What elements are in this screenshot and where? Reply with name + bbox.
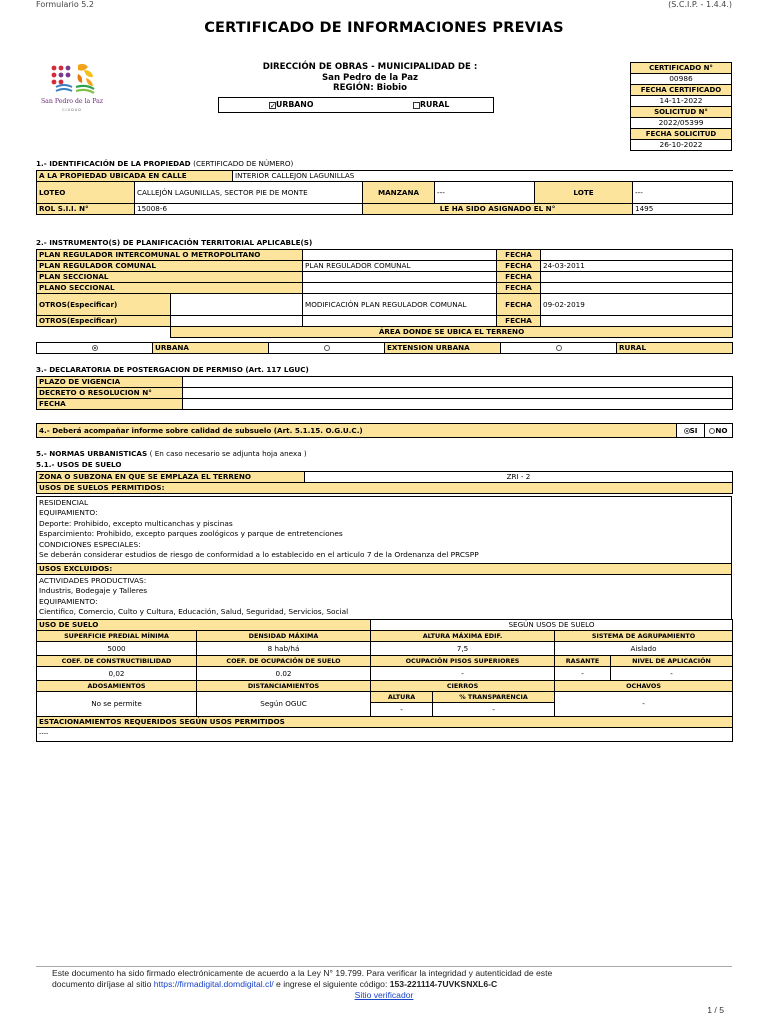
uso-label: USO DE SUELO <box>37 620 371 631</box>
instrument-value <box>303 272 497 283</box>
altura-header: ALTURA MÁXIMA EDIF. <box>371 631 555 642</box>
permitido-line: Deporte: Prohibido, excepto multicanchas y piscinas <box>39 518 233 528</box>
fecha-label: FECHA <box>497 261 541 272</box>
radio-icon <box>709 428 715 434</box>
otros-spec <box>171 294 303 316</box>
loteo-label: LOTEO <box>37 182 135 204</box>
instrument-date: 24-03-2011 <box>541 261 733 272</box>
instrument-value <box>303 283 497 294</box>
postergacion-table <box>36 376 733 410</box>
fecha-solicitud: 26-10-2022 <box>631 140 732 151</box>
rural-label: RURAL <box>617 343 733 354</box>
manzana-value: --- <box>435 182 535 204</box>
urbana-label: URBANA <box>153 343 269 354</box>
rural-option[interactable]: RURAL <box>413 100 449 109</box>
rol-label: ROL S.I.I. N° <box>37 204 135 215</box>
cierros-transp-value: - <box>433 703 555 717</box>
asignado-value: 1495 <box>633 204 733 215</box>
ados-header: ADOSAMIENTOS <box>37 681 197 692</box>
section-5-1-title: 5.1.- USOS DE SUELO <box>36 460 122 469</box>
asignado-label: LE HA SIDO ASIGNADO EL N° <box>363 204 633 215</box>
extension-radio[interactable] <box>269 343 385 354</box>
fecha-value <box>183 399 733 410</box>
excluido-line: ACTIVIDADES PRODUCTIVAS: <box>39 576 147 585</box>
urbana-radio[interactable] <box>37 343 153 354</box>
permitido-line: RESIDENCIAL <box>39 498 89 507</box>
sup-header: SUPERFICIE PREDIAL MÍNIMA <box>37 631 197 642</box>
si-option[interactable]: SI <box>677 424 705 438</box>
radio-icon <box>556 345 562 351</box>
instrument-value <box>303 250 497 261</box>
rasante-value: - <box>555 667 611 681</box>
ocup-value: 0.02 <box>197 667 371 681</box>
solicitud-label: SOLICITUD N° <box>631 107 732 118</box>
permitido-line: Esparcimiento: Prohibido, excepto parques zoológicos y parque de entretenciones <box>39 529 343 539</box>
solicitud-number: 2022/05399 <box>631 118 732 129</box>
rural-radio[interactable] <box>501 343 617 354</box>
norms-table <box>36 619 733 742</box>
sistema-header: SISTEMA DE AGRUPAMIENTO <box>555 631 733 642</box>
decreto-value <box>183 388 733 399</box>
plazo-value <box>183 377 733 388</box>
extension-label: EXTENSION URBANA <box>385 343 501 354</box>
dens-value: 8 hab/há <box>197 642 371 656</box>
urbano-option[interactable]: ✓URBANO <box>270 100 314 110</box>
radio-selected-icon <box>684 428 690 434</box>
certificado-number: 00986 <box>631 74 732 85</box>
otros-label: OTROS(Especificar) <box>37 316 171 327</box>
excluidos-list <box>36 574 732 620</box>
zona-value: ZRI - 2 <box>305 472 733 483</box>
fecha-label: FECHA <box>497 283 541 294</box>
uso-value: SEGÚN USOS DE SUELO <box>371 620 733 631</box>
fecha-label: FECHA <box>497 272 541 283</box>
municipality-block <box>200 62 540 94</box>
page-title: CERTIFICADO DE INFORMACIONES PREVIAS <box>204 20 564 36</box>
logo-subtext: CIUDAD <box>62 108 82 112</box>
checked-icon: ✓ <box>270 101 276 110</box>
fecha-label: FECHA <box>497 250 541 261</box>
property-identification-table <box>36 170 733 215</box>
altura-value: 7,5 <box>371 642 555 656</box>
zone-selector <box>218 97 494 113</box>
otros-value <box>303 316 497 327</box>
form-label: Formulario 5.2 <box>36 0 95 9</box>
instrument-label: PLAN SECCIONAL <box>37 272 303 283</box>
cierros-altura-header: ALTURA <box>371 692 433 703</box>
footer-divider <box>36 966 732 967</box>
page-number: 1 / 5 <box>707 1005 724 1015</box>
estac-value: ---- <box>37 728 733 742</box>
zona-label: ZONA O SUBZONA EN QUE SE EMPLAZA EL TERRENO <box>37 472 305 483</box>
ochavos-value: - <box>555 692 733 717</box>
dens-header: DENSIDAD MÁXIMA <box>197 631 371 642</box>
permitido-line: Se deberán considerar estudios de riesgo de conformidad a lo establecido en el articulo 7 de la Ordenanza del PRCSPP <box>39 550 479 560</box>
verification-code: 153-221114-7UVKSNXL6-C <box>389 979 498 989</box>
const-header: COEF. DE CONSTRUCTIBILIDAD <box>37 656 197 667</box>
otros-label: OTROS(Especificar) <box>37 294 171 316</box>
rasante-header: RASANTE <box>555 656 611 667</box>
dist-value: Según OGUC <box>197 692 371 717</box>
instrument-label: PLANO SECCIONAL <box>37 283 303 294</box>
instrument-value: PLAN REGULADOR COMUNAL <box>303 261 497 272</box>
unchecked-icon <box>413 102 420 109</box>
footer-line1: Este documento ha sido firmado electrónicamente de acuerdo a la Ley N° 19.799. Para verificar la integridad y autenticidad de este <box>52 968 553 978</box>
no-option[interactable]: NO <box>705 424 733 438</box>
municipality-line1: DIRECCIÓN DE OBRAS - MUNICIPALIDAD DE : <box>262 62 478 72</box>
decreto-label: DECRETO O RESOLUCION N° <box>37 388 183 399</box>
radio-icon <box>324 345 330 351</box>
otros-value: MODIFICACIÓN PLAN REGULADOR COMUNAL <box>303 294 497 316</box>
footer-line2: documento diríjase al sitio https://firmadigital.domdigital.cl/ e ingrese el siguiente código: 153-221114-7UVKSNXL6-C <box>52 979 498 989</box>
sup-value: 5000 <box>37 642 197 656</box>
instrument-date <box>541 283 733 294</box>
manzana-label: MANZANA <box>363 182 435 204</box>
fecha-label: FECHA <box>37 399 183 410</box>
fecha-certificado: 14-11-2022 <box>631 96 732 107</box>
lote-label: LOTE <box>535 182 633 204</box>
fecha-label: FECHA <box>497 294 541 316</box>
ochavos-header: OCHAVOS <box>555 681 733 692</box>
section-2-title: 2.- INSTRUMENTO(S) DE PLANIFICACIÓN TERRITORIAL APLICABLE(S) <box>36 238 313 247</box>
verify-site-link[interactable]: Sitio verificador <box>354 990 414 1000</box>
municipality-logo <box>34 60 110 118</box>
fecha-certificado-label: FECHA CERTIFICADO <box>631 85 732 96</box>
fecha-solicitud-label: FECHA SOLICITUD <box>631 129 732 140</box>
area-options-table <box>36 342 733 354</box>
instrument-date <box>541 272 733 283</box>
nivel-header: NIVEL DE APLICACIÓN <box>611 656 733 667</box>
excluidos-label: USOS EXCLUIDOS: <box>37 564 732 575</box>
ubicada-label: A LA PROPIEDAD UBICADA EN CALLE <box>37 171 233 182</box>
instrument-label: PLAN REGULADOR INTERCOMUNAL O METROPOLITANO <box>37 250 303 261</box>
excluido-line: Industris, Bodegaje y Talleres <box>39 586 148 596</box>
section-5-title: 5.- NORMAS URBANISTICAS ( En caso necesario se adjunta hoja anexa ) <box>36 449 307 458</box>
excluido-line: Cientifico, Comercio, Culto y Cultura, Educación, Salud, Seguridad, Servicios, Social <box>39 607 349 617</box>
permitido-line: CONDICIONES ESPECIALES: <box>39 539 141 549</box>
radio-selected-icon <box>92 345 98 351</box>
excluido-line: EQUIPAMIENTO: <box>39 596 98 606</box>
loteo-value: CALLEJÓN LAGUNILLAS, SECTOR PIE DE MONTE <box>135 182 363 204</box>
section-3-title: 3.- DECLARATORIA DE POSTERGACION DE PERMISO (Art. 117 LGUC) <box>36 365 309 374</box>
pisos-header: OCUPACIÓN PISOS SUPERIORES <box>371 656 555 667</box>
cierros-transp-header: % TRANSPARENCIA <box>433 692 555 703</box>
certificate-info-table <box>630 62 732 151</box>
otros-date: 09-02-2019 <box>541 294 733 316</box>
logo-text: San Pedro de la Paz <box>40 98 104 105</box>
section-1-title: 1.- IDENTIFICACIÓN DE LA PROPIEDAD (CERTIFICADO DE NÚMERO) <box>36 159 294 168</box>
instrument-date <box>541 250 733 261</box>
lote-value: --- <box>633 182 733 204</box>
rol-value: 15008-6 <box>135 204 363 215</box>
otros-date <box>541 316 733 327</box>
nivel-value: - <box>611 667 733 681</box>
area-label: ÁREA DONDE SE UBICA EL TERRENO <box>171 327 733 338</box>
plazo-label: PLAZO DE VIGENCIA <box>37 377 183 388</box>
ubicada-value: INTERIOR CALLEJON LAGUNILLAS <box>233 171 733 182</box>
permitidos-label: USOS DE SUELOS PERMITIDOS: <box>37 483 733 494</box>
cierros-header: CIERROS <box>371 681 555 692</box>
sistema-value: Aislado <box>555 642 733 656</box>
ocup-header: COEF. DE OCUPACIÓN DE SUELO <box>197 656 371 667</box>
estac-label: ESTACIONAMIENTOS REQUERIDOS SEGÚN USOS PERMITIDOS <box>37 717 733 728</box>
dist-header: DISTANCIAMIENTOS <box>197 681 371 692</box>
certificado-label: CERTIFICADO N° <box>631 63 732 74</box>
pisos-value: - <box>371 667 555 681</box>
instrument-label: PLAN REGULADOR COMUNAL <box>37 261 303 272</box>
ados-value: No se permite <box>37 692 197 717</box>
subsuelo-label: 4.- Deberá acompañar informe sobre calidad de subsuelo (Art. 5.1.15. O.G.U.C.) <box>37 424 677 438</box>
verification-link[interactable]: https://firmadigital.domdigital.cl/ <box>153 979 274 989</box>
permitido-line: EQUIPAMIENTO: <box>39 508 98 518</box>
cierros-altura-value: - <box>371 703 433 717</box>
zona-table <box>36 471 733 494</box>
scip-code: (S.C.I.P. - 1.4.4.) <box>668 0 732 9</box>
permitidos-list <box>36 496 732 564</box>
municipality-name: San Pedro de la Paz <box>321 72 419 83</box>
otros-spec <box>171 316 303 327</box>
const-value: 0,02 <box>37 667 197 681</box>
fecha-label: FECHA <box>497 316 541 327</box>
planning-instruments-table <box>36 249 733 338</box>
municipality-region: REGIÓN: Biobio <box>332 83 408 93</box>
subsuelo-table <box>36 423 733 438</box>
